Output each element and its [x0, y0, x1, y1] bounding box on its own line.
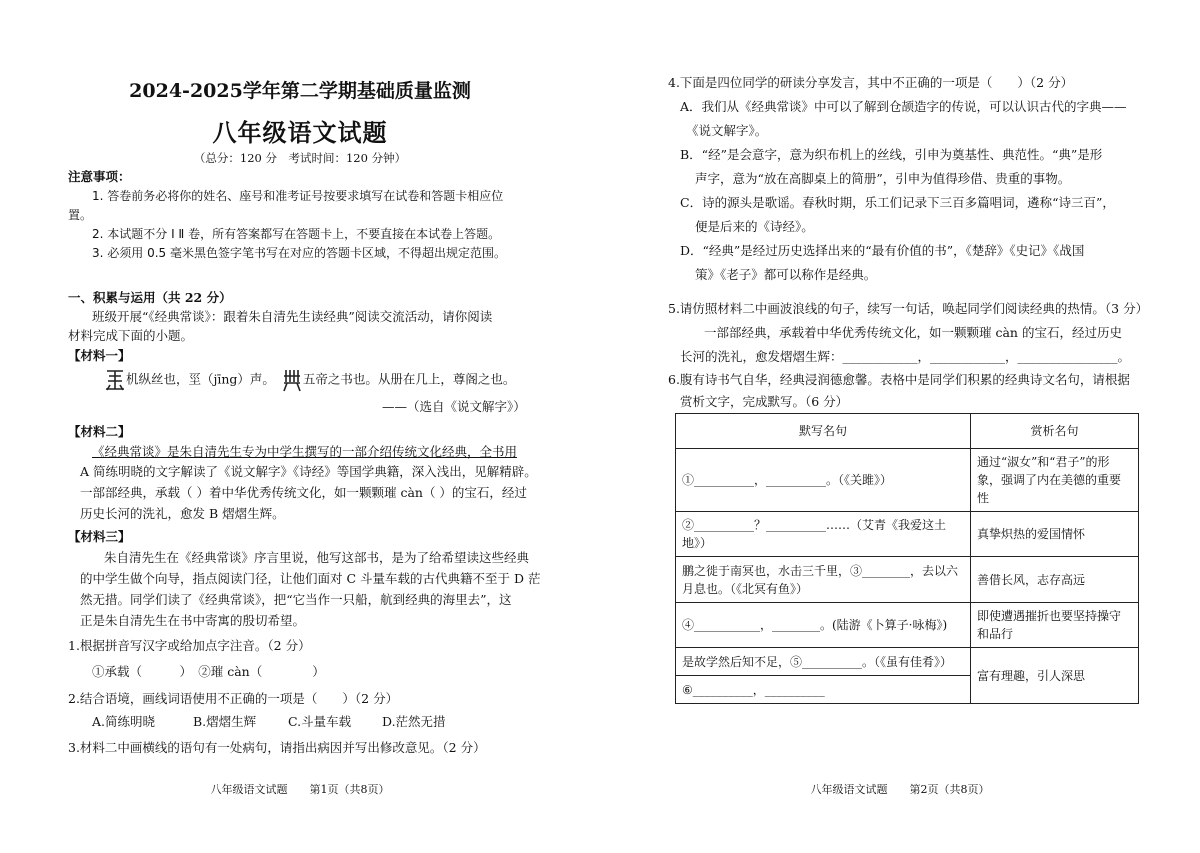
- material2-line-1: 《经典常谈》是朱自清先生专为中学生撰写的一部介绍传统文化经典，全书用: [92, 444, 518, 459]
- q4-option-c-line1: C．诗的源头是歌谣。春秋时期，乐工们记录下三百多篇唱词，遴称“诗三百”，: [680, 195, 1115, 210]
- question-1: 1.根据拼音写汉字或给加点字注音。（2 分）: [68, 638, 311, 653]
- material3-line-4: 正是朱自清先生在书中寄寓的殷切希望。: [80, 613, 306, 628]
- q4-option-d-line1: D．“经典”是经过历史选择出来的“最有价值的书”，《楚辞》《史记》《战国: [680, 243, 1085, 258]
- exam-page-2: [600, 0, 1200, 853]
- notice-item-2: 2. 本试题不分 Ⅰ Ⅱ 卷，所有答案都写在答题卡上，不要直接在本试卷上答题。: [92, 227, 501, 241]
- material1-source: ——（选自《说文解字》）: [382, 399, 526, 414]
- table-cell-appreciate: 真挚炽热的爱国情怀: [971, 512, 1139, 557]
- material3-line-2: 的中学生做个向导，指点阅读门径，让他们面对 C 斗量车载的古代典籍不至于 D 茫: [80, 571, 541, 586]
- exam-title-line2: 八年级语文试题: [212, 118, 388, 147]
- table-cell-appreciate: 即使遭遇摧折也要坚持操守和品行: [971, 603, 1139, 648]
- question-4: 4.下面是四位同学的研读分享发言，其中不正确的一项是（ ）（2 分）: [668, 75, 1074, 90]
- material3-label: 【材料三】: [68, 529, 131, 544]
- seal-script-dian-icon: [281, 367, 303, 393]
- section1-heading: 一、积累与运用（共 22 分）: [68, 290, 232, 305]
- table-cell-appreciate: 善借长风，志存高远: [971, 557, 1139, 603]
- page-footer-1: 八年级语文试题 第1页（共8页）: [210, 783, 390, 796]
- q4-option-b-line2: 声字，意为“放在高脚桌上的简册”，引申为值得珍借、贵重的事物。: [695, 171, 1071, 186]
- section1-intro-1: 班级开展“《经典常谈》：跟着朱自清先生读经典”阅读交流活动，请你阅读: [92, 309, 493, 324]
- exam-title-line1: 2024-2025学年第二学期基础质量监测: [129, 80, 471, 102]
- notice-item-1-cont: 置。: [68, 208, 93, 222]
- notice-item-3: 3. 必须用 0.5 毫米黑色签字笔书写在对应的答题卡区域，不得超出规定范围。: [92, 246, 506, 260]
- material3-line-1: 朱自清先生在《经典常谈》序言里说，他写这部书，是为了给希望读这些经典: [104, 550, 530, 565]
- q2-option-a: A.简练明晓: [92, 714, 156, 729]
- exam-info: （总分：120 分 考试时间：120 分钟）: [193, 151, 407, 165]
- q2-option-c: C.斗量车载: [288, 714, 352, 729]
- q4-option-a-line2: 《说文解字》。: [686, 123, 768, 138]
- question-3: 3.材料二中画横线的语句有一处病句，请指出病因并写出修改意见。（2 分）: [68, 740, 486, 755]
- table-row: [676, 449, 1139, 512]
- table-row: [676, 648, 1139, 676]
- table-cell-recite: ⑥__________，__________: [676, 676, 971, 704]
- table-row: [676, 603, 1139, 648]
- table-header-recite: 默写名句: [676, 414, 971, 449]
- q4-option-b-line1: B．“经”是会意字，意为织布机上的丝线，引申为奠基性、典范性。“典”是形: [680, 147, 1103, 162]
- question-2: 2.结合语境，画线词语使用不正确的一项是（ ）（2 分）: [68, 691, 399, 706]
- table-row: [676, 512, 1139, 557]
- table-header-row: [676, 414, 1139, 449]
- material2-line-4: 历史长河的洗礼，愈发 B 熠熠生辉。: [80, 506, 285, 521]
- section1-intro-2: 材料完成下面的小题。: [68, 328, 194, 343]
- poem-table: [675, 413, 1139, 704]
- page-footer-2: 八年级语文试题 第2页（共8页）: [810, 783, 990, 796]
- material1-line: 机纵丝也，坙（jīng）声。 五帝之书也。从册在几上，尊阁之也。: [104, 367, 515, 393]
- q4-option-a-line1: A．我们从《经典常谈》中可以了解到仓颉造字的传说，可以认识古代的字典——: [680, 99, 1127, 114]
- table-cell-recite: 鹏之徙于南冥也，水击三千里，③________，去以六月息也。（《北冥有鱼》）: [676, 557, 971, 603]
- question-6-line1: 6.腹有诗书气自华，经典浸润德愈馨。表格中是同学们积累的经典诗文名句，请根据: [668, 372, 1130, 387]
- table-cell-appreciate: 富有理趣，引人深思: [971, 648, 1139, 704]
- table-cell-recite: ①__________，__________。（《关雎》）: [676, 449, 971, 512]
- table-cell-recite: ④___________，________。(陆游《卜算子·咏梅》): [676, 603, 971, 648]
- q2-option-b: B.熠熠生辉: [193, 714, 257, 729]
- q5-line-2: 长河的洗礼，愈发熠熠生辉：____________，____________，________________。: [680, 349, 1131, 364]
- q2-option-d: D.茫然无措: [382, 714, 446, 729]
- q5-line-1: 一部部经典，承载着中华优秀传统文化，如一颗颗璀 càn 的宝石，经过历史: [704, 325, 1122, 340]
- table-row: [676, 557, 1139, 603]
- question-5: 5.请仿照材料二中画波浪线的句子，续写一句话，唤起同学们阅读经典的热情。（3 分）: [668, 301, 1149, 316]
- q4-option-d-line2: 策》《老子》都可以称作是经典。: [695, 267, 877, 282]
- material1-label: 【材料一】: [68, 348, 131, 363]
- question-1-items: ①承载（ ） ②璀 càn（ ）: [92, 664, 325, 679]
- notice-heading: 注意事项：: [68, 169, 131, 184]
- material3-line-3: 然无措。同学们读了《经典常谈》，把“它当作一只船，航到经典的海里去”，这: [80, 592, 512, 607]
- notice-item-1: 1. 答卷前务必将你的姓名、座号和准考证号按要求填写在试卷和答题卡相应位: [92, 189, 504, 203]
- material2-label: 【材料二】: [68, 424, 131, 439]
- table-header-appreciate: 赏析名句: [971, 414, 1139, 449]
- q4-option-c-line2: 便是后来的《诗经》。: [695, 219, 814, 234]
- question-6-line2: 赏析文字，完成默写。（6 分）: [680, 394, 849, 409]
- seal-script-jing-icon: [104, 367, 126, 393]
- table-cell-recite: ②__________？__________……（艾青《我爱这土地》）: [676, 512, 971, 557]
- material2-line-2: A 简练明晓的文字解读了《说文解字》《诗经》等国学典籍，深入浅出，见解精辟。: [80, 464, 537, 479]
- table-cell-appreciate: 通过“淑女”和“君子”的形象，强调了内在美德的重要性: [971, 449, 1139, 512]
- material2-line-3: 一部部经典，承载（ ）着中华优秀传统文化，如一颗颗璀 càn（ ）的宝石，经过: [80, 485, 527, 500]
- table-cell-recite: 是故学然后知不足，⑤__________。（《虽有佳肴》）: [676, 648, 971, 676]
